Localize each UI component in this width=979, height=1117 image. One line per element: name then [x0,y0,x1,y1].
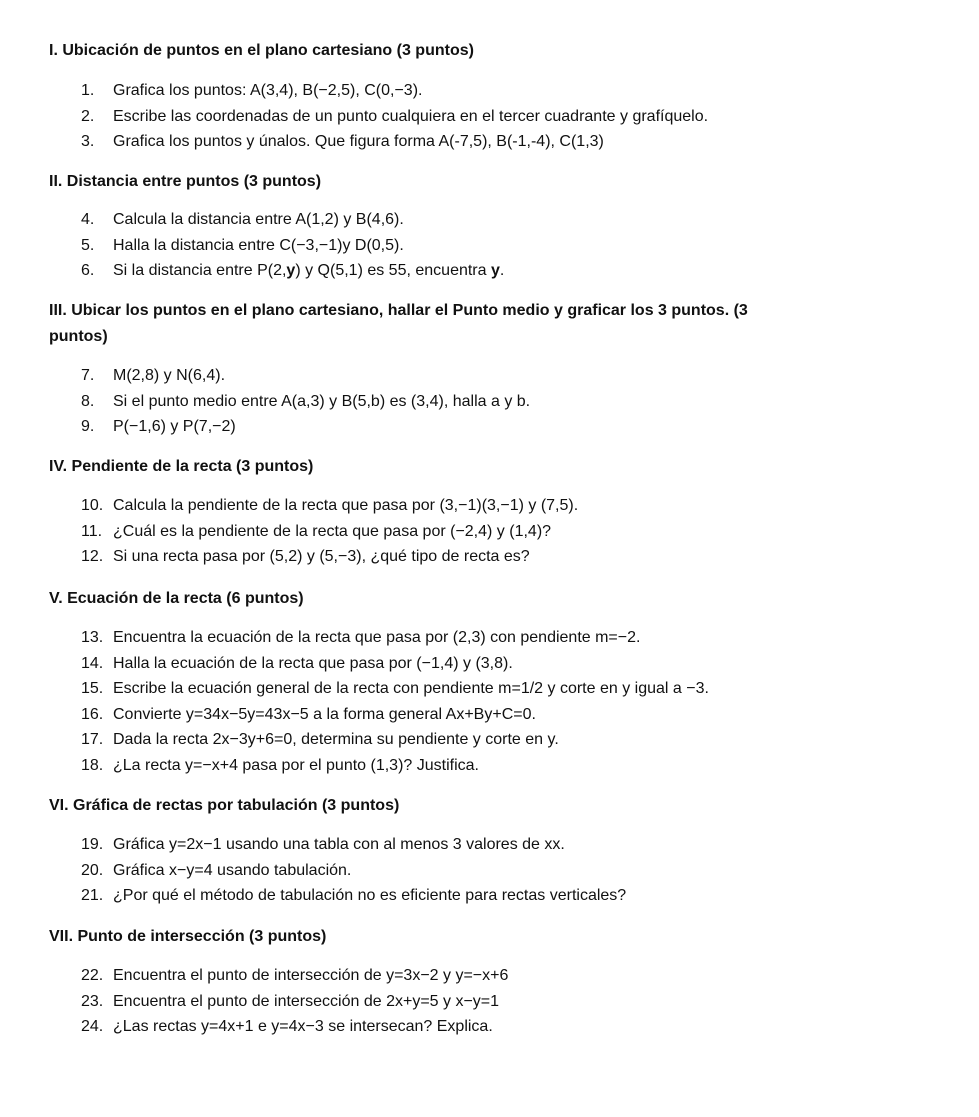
question-item [49,207,929,233]
section-heading: II. Distancia entre puntos (3 puntos) [49,173,322,190]
question-item [49,544,929,570]
question-text: M(2,8) y N(6,4). [113,367,226,384]
question-text: Halla la distancia entre C(−3,−1)y D(0,5). [113,236,404,254]
question-text: Grafica los puntos: A(3,4), B(−2,5), C(0,−3). [113,82,423,99]
section-heading: IV. Pendiente de la recta (3 puntos) [49,458,314,475]
question-item [49,493,929,519]
question-item [49,858,929,884]
question-item [49,989,929,1015]
question-number: 2. [81,107,95,125]
section-2 [49,169,929,284]
question-item [49,727,929,753]
question-number: 19. [81,836,104,853]
question-text: P(−1,6) y P(7,−2) [113,418,236,435]
question-item [49,832,929,858]
question-text: Halla la ecuación de la recta que pasa por (−1,4) y (3,8). [113,654,513,672]
question-number: 18. [81,756,104,774]
question-item [49,651,929,677]
question-text: ¿Cuál es la pendiente de la recta que pasa por (−2,4) y (1,4)? [113,522,552,540]
question-number: 23. [81,992,104,1010]
question-item [49,129,929,155]
section-5 [49,586,929,778]
question-item [49,414,929,440]
question-item [49,519,929,545]
section-heading: VII. Punto de intersección (3 puntos) [49,928,327,945]
question-list [49,832,929,909]
question-text: Calcula la distancia entre A(1,2) y B(4,6). [113,211,404,228]
question-item [49,702,929,728]
question-text: Encuentra la ecuación de la recta que pasa por (2,3) con pendiente m=−2. [113,629,641,646]
question-item [49,389,929,415]
section-4 [49,454,929,570]
question-text: Encuentra el punto de intersección de y=3x−2 y y=−x+6 [113,967,509,984]
question-list [49,625,929,778]
question-text: Gráfica y=2x−1 usando una tabla con al menos 3 valores de xx. [113,836,565,853]
section-heading: V. Ecuación de la recta (6 puntos) [49,590,304,607]
section-7 [49,924,929,1040]
question-item [49,753,929,779]
question-item [49,104,929,130]
question-number: 6. [81,262,95,279]
question-number: 11. [81,522,103,540]
question-number: 15. [81,680,104,697]
question-item [49,1014,929,1040]
section-heading: I. Ubicación de puntos en el plano cartesiano (3 puntos) [49,42,474,59]
question-item [49,883,929,909]
section-heading: VI. Gráfica de rectas por tabulación (3 puntos) [49,797,400,814]
question-item [49,963,929,989]
question-number: 9. [81,418,95,435]
question-text: Si la distancia entre P(2,y) y Q(5,1) es 55, encuentra y. [113,262,505,279]
question-number: 13. [81,629,104,646]
question-text: ¿Las rectas y=4x+1 e y=4x−3 se intersecan? Explica. [113,1018,493,1035]
question-number: 3. [81,133,95,150]
question-text: Calcula la pendiente de la recta que pasa por (3,−1)(3,−1) y (7,5). [113,497,579,514]
question-item [49,78,929,104]
question-list [49,78,929,155]
question-number: 7. [81,367,95,384]
question-item [49,625,929,651]
question-item [49,363,929,389]
question-text: ¿Por qué el método de tabulación no es eficiente para rectas verticales? [113,887,627,904]
section-6 [49,793,929,909]
question-text: Encuentra el punto de intersección de 2x+y=5 y x−y=1 [113,992,500,1010]
question-number: 16. [81,705,104,723]
section-heading: III. Ubicar los puntos en el plano cartesiano, hallar el Punto medio y graficar los 3 puntos. (3 [49,302,748,319]
section-heading-continued: puntos) [49,328,108,345]
section-1 [49,38,929,155]
question-number: 1. [81,82,95,99]
question-list [49,363,929,440]
question-text: Si una recta pasa por (5,2) y (5,−3), ¿qué tipo de recta es? [113,548,530,565]
question-list [49,493,929,570]
question-list [49,207,929,284]
question-text: Convierte y=34x−5y=43x−5 a la forma general Ax+By+C=0. [113,705,536,723]
question-number: 12. [81,548,104,565]
question-number: 10. [81,497,104,514]
question-item [49,233,929,259]
question-text: Escribe las coordenadas de un punto cualquiera en el tercer cuadrante y grafíquelo. [113,107,709,125]
question-text: Gráfica x−y=4 usando tabulación. [113,861,352,879]
question-number: 24. [81,1018,104,1035]
question-text: ¿La recta y=−x+4 pasa por el punto (1,3)? Justifica. [113,756,479,774]
question-text: Dada la recta 2x−3y+6=0, determina su pendiente y corte en y. [113,731,559,748]
question-number: 8. [81,392,95,410]
question-text: Escribe la ecuación general de la recta con pendiente m=1/2 y corte en y igual a −3. [113,680,709,697]
question-item [49,258,929,284]
question-text: Grafica los puntos y únalos. Que figura forma A(-7,5), B(-1,-4), C(1,3) [113,133,604,150]
question-number: 21. [81,887,104,904]
question-item [49,676,929,702]
question-number: 17. [81,731,104,748]
question-number: 5. [81,236,95,254]
question-number: 22. [81,967,104,984]
question-text: Si el punto medio entre A(a,3) y B(5,b) es (3,4), halla a y b. [113,392,531,410]
question-number: 20. [81,861,104,879]
question-number: 14. [81,654,104,672]
question-number: 4. [81,211,95,228]
section-3 [49,298,929,440]
question-list [49,963,929,1040]
